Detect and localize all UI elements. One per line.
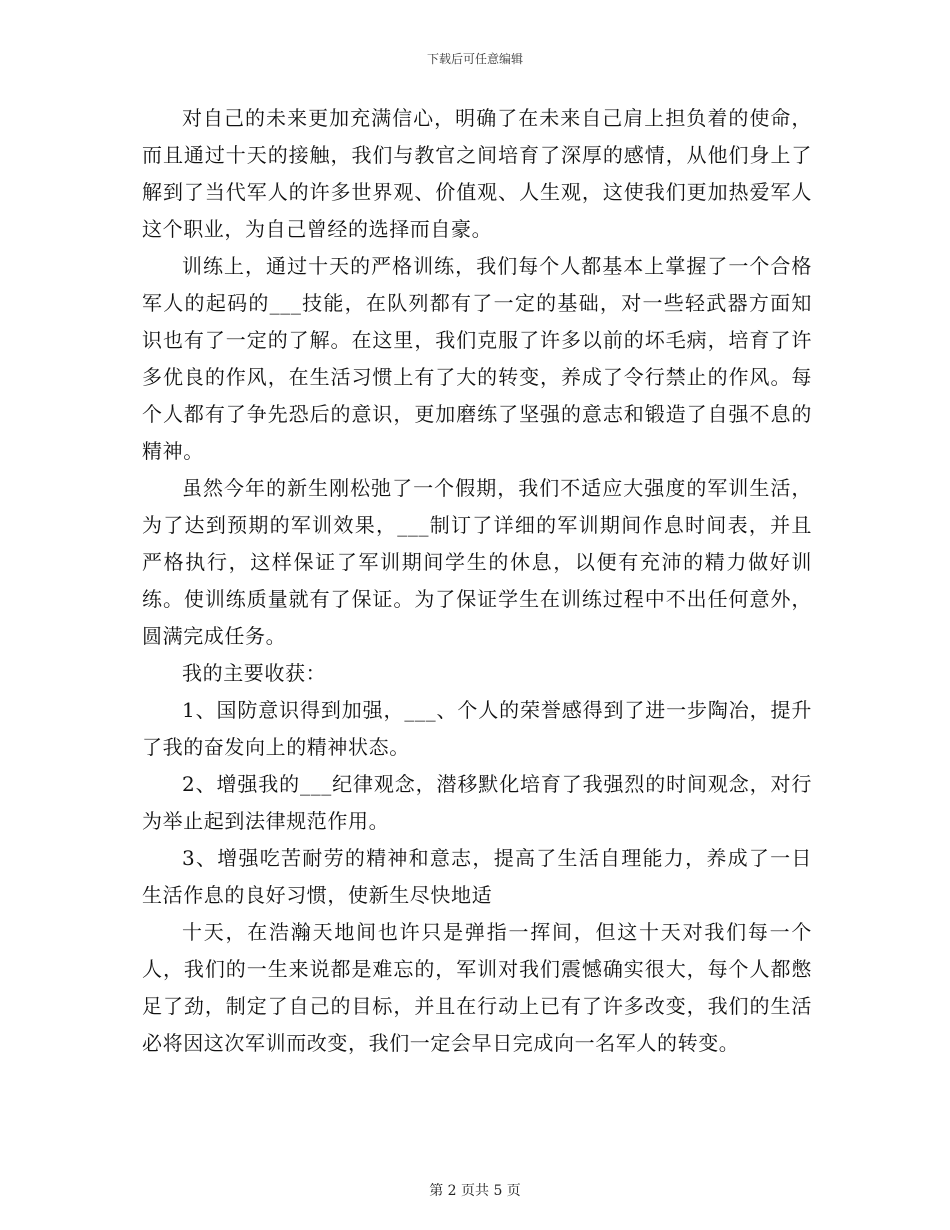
page-footer: 第 2 页共 5 页 <box>429 1183 521 1199</box>
paragraph-8: 十天，在浩瀚天地间也许只是弹指一挥间，但这十天对我们每一个人，我们的一生来说都是难忘的，军训对我们震憾确实很大，每个人都憋足了劲，制定了自己的目标，并且在行动上已有了许多改变，我们的生活必将因这次军训而改变，我们一定会早日完成向一名军人的转变。 <box>142 920 812 1055</box>
document-body <box>142 100 812 1062</box>
paragraph-5-item-1: 1、国防意识得到加强，___、个人的荣誉感得到了进一步陶冶，提升了我的奋发向上的精神状态。 <box>142 698 812 759</box>
paragraph-1: 对自己的未来更加充满信心，明确了在未来自己肩上担负着的使命，而且通过十天的接触，我们与教官之间培育了深厚的感情，从他们身上了解到了当代军人的许多世界观、价值观、人生观，这使我们更加热爱军人这个职业，为自己曾经的选择而自豪。 <box>142 106 812 241</box>
paragraph-6-item-2: 2、增强我的___纪律观念，潜移默化培育了我强烈的时间观念，对行为举止起到法律规范作用。 <box>142 772 812 833</box>
paragraph-3: 虽然今年的新生刚松弛了一个假期，我们不适应大强度的军训生活，为了达到预期的军训效果，___制订了详细的军训期间作息时间表，并且严格执行，这样保证了军训期间学生的休息，以便有充沛的精力做好训练。使训练质量就有了保证。为了保证学生在训练过程中不出任何意外，圆满完成任务。 <box>142 476 812 648</box>
paragraph-4-heading: 我的主要收获： <box>182 661 327 685</box>
paragraph-7-item-3: 3、增强吃苦耐劳的精神和意志，提高了生活自理能力，养成了一日生活作息的良好习惯，使新生尽快地适 <box>142 846 812 907</box>
paragraph-2: 训练上，通过十天的严格训练，我们每个人都基本上掌握了一个合格军人的起码的___技能，在队列都有了一定的基础，对一些轻武器方面知识也有了一定的了解。在这里，我们克服了许多以前的坏毛病，培育了许多优良的作风，在生活习惯上有了大的转变，养成了令行禁止的作风。每个人都有了争先恐后的意识，更加磨练了坚强的意志和锻造了自强不息的精神。 <box>142 254 812 463</box>
page-header: 下载后可任意编辑 <box>426 52 523 66</box>
